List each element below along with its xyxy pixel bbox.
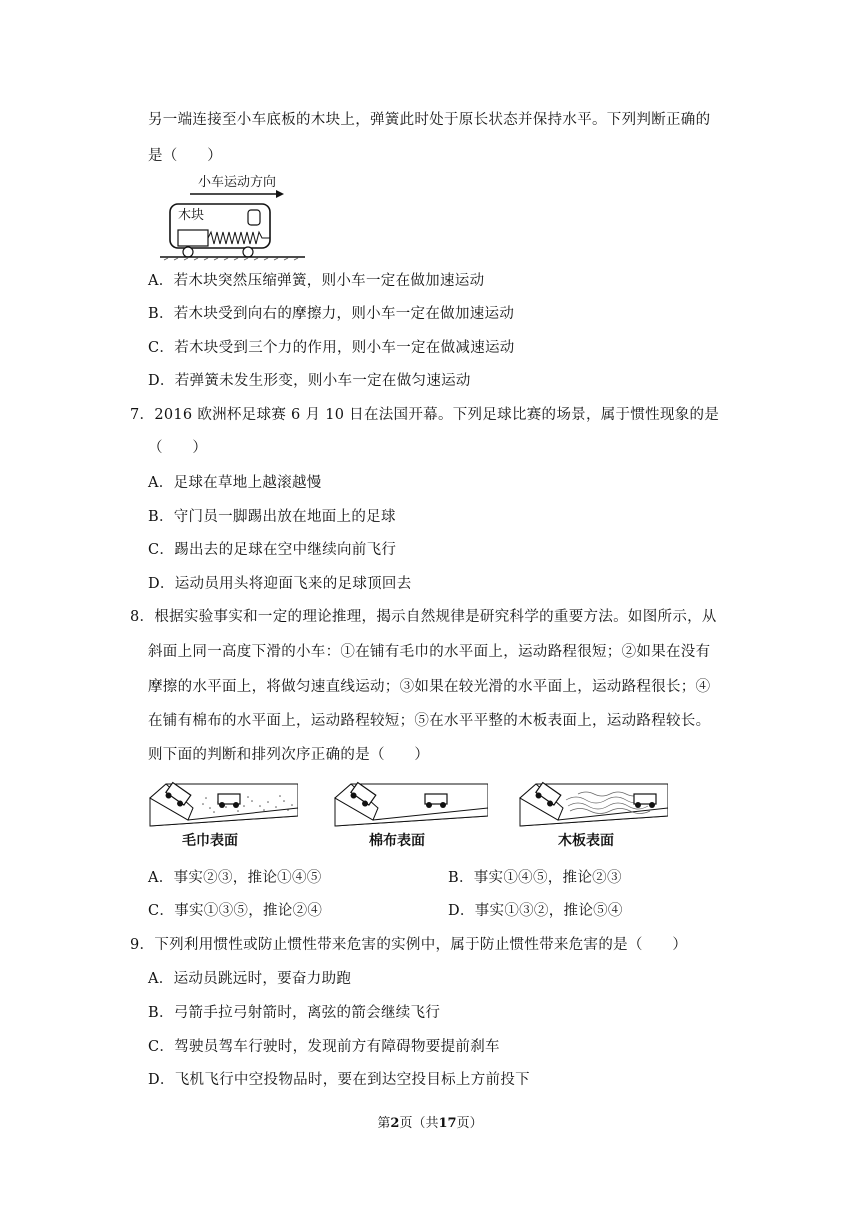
q6-option-a: A．若木块突然压缩弹簧，则小车一定在做加速运动 [148,273,485,289]
q8-option-c: C．事实①③⑤，推论②④ [148,903,323,919]
q7-option-a: A．足球在草地上越滚越慢 [148,475,322,491]
q8-text-line4: 在铺有棉布的水平面上，运动路程较短；⑤在水平平整的木板表面上，运动路程较长。 [148,713,711,729]
footer-middle: 页（共 [399,1116,439,1131]
q7-option-d: D．运动员用头将迎面飞来的足球顶回去 [148,576,412,592]
q7-option-c: C．踢出去的足球在空中继续向前飞行 [148,542,397,558]
q7-option-b: B．守门员一脚踢出放在地面上的足球 [148,509,396,525]
q9-option-d: D．飞机飞行中空投物品时，要在到达空投目标上方前投下 [148,1072,530,1088]
q6-option-b: B．若木块受到向右的摩擦力，则小车一定在做加速运动 [148,306,515,322]
page-footer [0,1112,860,1131]
q9-option-c: C．驾驶员驾车行驶时，发现前方有障碍物要提前刹车 [148,1039,500,1055]
footer-suffix: 页） [456,1116,483,1131]
q7-text-line2: （ ） [148,440,208,456]
q6-option-c: C．若木块受到三个力的作用，则小车一定在做减速运动 [148,340,515,356]
q6-text-line2: 是（ ） [148,148,222,164]
q8-text-line3: 摩擦的水平面上，将做匀速直线运动；③如果在较光滑的水平面上，运动路程很长；④ [148,679,711,695]
block-label: 木块 [178,208,205,223]
q8-text-line5: 则下面的判断和排列次序正确的是（ ） [148,747,430,763]
page-number: 2 [390,1116,400,1131]
q6-cart-figure [160,172,320,274]
q8-option-b: B．事实①④⑤，推论②③ [448,870,622,886]
q8-option-d: D．事实①③②，推论⑤④ [448,903,623,919]
arrow-label: 小车运动方向 [198,175,277,190]
footer-prefix: 第 [377,1116,391,1131]
q6-option-d: D．若弹簧未发生形变，则小车一定在做匀速运动 [148,373,471,389]
ramp-towel-figure [148,780,298,834]
q6-text-line1: 另一端连接至小车底板的木块上，弹簧此时处于原长状态并保持水平。下列判断正确的 [148,112,711,128]
ramp-cotton-figure [333,780,488,834]
q8-option-a: A．事实②③，推论①④⑤ [148,870,322,886]
q7-text-line1: 7．2016 欧洲杯足球赛 6 月 10 日在法国开幕。下列足球比赛的场景，属于惯性现象的是 [130,407,720,423]
q9-option-a: A．运动员跳远时，要奋力助跑 [148,971,352,987]
caption-towel: 毛巾表面 [182,833,238,849]
q9-text-line1: 9．下列利用惯性或防止惯性带来危害的实例中，属于防止惯性带来危害的是（ ） [130,937,688,953]
total-pages: 17 [438,1116,457,1131]
q8-text-line2: 斜面上同一高度下滑的小车：①在铺有毛巾的水平面上，运动路程很短；②如果在没有 [148,644,711,660]
caption-cotton: 棉布表面 [369,833,425,849]
q9-option-b: B．弓箭手拉弓射箭时，离弦的箭会继续飞行 [148,1005,441,1021]
ramp-wood-figure [518,780,668,834]
caption-wood: 木板表面 [558,833,614,849]
q8-text-line1: 8．根据实验事实和一定的理论推理，揭示自然规律是研究科学的重要方法。如图所示，从 [130,609,717,625]
